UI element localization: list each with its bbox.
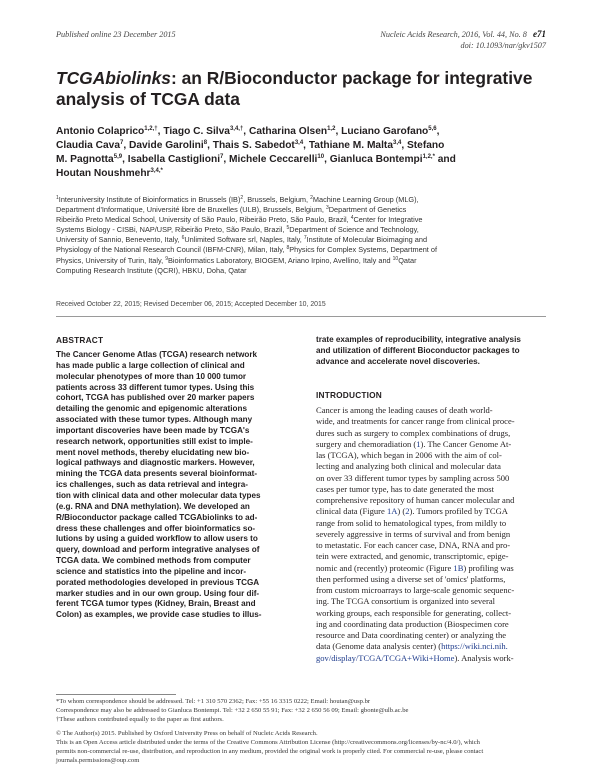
affiliation-number: 2 — [310, 195, 313, 201]
affiliation-text: Physiology of the National Research Council (IBFM-CNR), Milan, Italy, — [56, 245, 287, 255]
author-affiliation-marker: 3,4 — [294, 139, 304, 146]
author-affiliation-marker: 3,4 — [392, 139, 402, 146]
license-line: © The Author(s) 2015. Published by Oxford University Press on behalf of Nucleic Acids Research. — [56, 730, 318, 737]
abstract-line: associated with these tumor types. Although many — [56, 415, 253, 425]
author-name: , Tathiane M. Malta — [303, 139, 393, 151]
author-name: , Stefano — [401, 139, 445, 151]
abstract-line: mining the TCGA data presents several bioinformat- — [56, 469, 258, 479]
author-affiliation-marker: 1,2,† — [144, 126, 158, 132]
abstract-line: Colon) as examples, we provide case studies to illus- — [56, 610, 262, 620]
intro-text: las (TCGA), which began in 2006 with the aim of col- — [316, 450, 502, 460]
author-name: , Michele Ceccarelli — [223, 153, 318, 165]
affiliation-line — [56, 266, 548, 276]
intro-text: lecting and analyzing both clinical and molecular data — [316, 461, 501, 472]
affiliation-text: Unlimited Software srl, Naples, Italy, — [184, 235, 304, 245]
intro-line — [316, 450, 554, 461]
author-name: , Tiago C. Silva — [157, 126, 230, 137]
intro-text: nomic and (recently) proteomic (Figure — [316, 562, 454, 573]
author-affiliation-marker: 7 — [220, 153, 224, 160]
author-name: and — [434, 153, 456, 165]
title-package-name: TCGAbiolinks — [56, 68, 171, 88]
affiliation-number: 8 — [286, 245, 290, 252]
section-divider — [56, 316, 546, 317]
affiliation-number: 2 — [240, 195, 244, 201]
abstract-line: advance and accelerate novel discoveries. — [316, 356, 480, 366]
intro-line — [316, 585, 554, 596]
abstract-line: tion with clinical data and other molecular data types — [56, 490, 261, 500]
footnotes — [56, 697, 546, 724]
citation-link[interactable]: gov/display/TCGA/TCGA+Wiki+Home — [316, 652, 455, 663]
footnote-line: †These authors contributed equally to the paper as first authors. — [56, 716, 224, 724]
intro-text: ) ( — [397, 506, 406, 517]
intro-line — [316, 641, 554, 652]
affiliation-text: Machine Learning Group (MLG), — [312, 195, 419, 204]
affiliation-text: Bioinformatics Laboratory, BIOGEM, Ariano Irpino, Avellino, Italy and — [168, 255, 393, 265]
abstract-line: and utilization of different Bioconductor packages to — [316, 345, 520, 355]
author-line — [56, 167, 548, 181]
abstract-line: query, download and perform integrative analyses of — [56, 545, 260, 555]
affiliation-number: 9 — [165, 255, 169, 262]
author-name: , — [436, 126, 440, 137]
author-name: M. Pagnotta — [56, 153, 114, 165]
affiliation-text: Computing Research Institute (QCRI), HBKU, Doha, Qatar — [56, 265, 247, 275]
affiliation-text: Department of Genetics — [328, 205, 407, 215]
intro-line — [316, 416, 554, 427]
affiliation-text: Institute of Molecular Bioimaging and — [306, 235, 428, 245]
journal-citation: Nucleic Acids Research, 2016, Vol. 44, No. 8 — [380, 30, 527, 39]
intro-text: data (Genome data analysis center) ( — [316, 641, 442, 652]
intro-line — [316, 518, 554, 529]
intro-text: ing and coordinating data production (Biospecimen core — [316, 618, 509, 629]
intro-line — [316, 529, 554, 540]
author-name: , Gianluca Bontempi — [324, 153, 423, 165]
intro-text: ). Analysis work- — [454, 652, 514, 663]
author-affiliation-marker: 5,9 — [113, 153, 123, 160]
affiliation-line — [56, 235, 548, 245]
intro-line — [316, 495, 554, 506]
affiliations — [56, 195, 548, 276]
author-name: , Luciano Garofano — [335, 126, 429, 137]
author-line — [56, 125, 548, 139]
article-title — [56, 68, 556, 110]
author-affiliation-marker: 7 — [119, 139, 124, 146]
intro-line — [316, 551, 554, 562]
abstract-line: has made public a large collection of clinical and — [56, 360, 245, 370]
citation-link[interactable]: 1A — [386, 506, 398, 517]
author-affiliation-marker: 10 — [317, 153, 325, 160]
intro-text: to metastatic. For each cancer case, DNA, RNA and pro- — [316, 540, 511, 550]
abstract-line: marker studies and in our own group. Using four dif- — [56, 588, 260, 598]
author-name: Houtan Noushmehr — [56, 167, 151, 179]
affiliation-text: Ribeirão Preto Medical School, University of São Paulo, Ribeirão Preto, São Paulo, Brazil, — [56, 215, 351, 225]
author-affiliation-marker: 1,2,* — [422, 153, 435, 160]
abstract-line: The Cancer Genome Atlas (TCGA) research network — [56, 350, 258, 359]
page-number: e71 — [533, 29, 546, 39]
intro-text: working groups, each responsible for generating, collect- — [316, 607, 512, 618]
citation-link[interactable]: 1B — [453, 562, 464, 573]
affiliation-text: Department of Science and Technology, — [289, 225, 419, 235]
intro-text: ing. The TCGA consortium is organized into several — [316, 596, 495, 607]
abstract-line: ment novel methods, thereby elucidating new bio- — [56, 447, 250, 457]
affiliation-number: 3 — [325, 205, 329, 212]
abstract-line: dress these challenges and offer bioinformatics so- — [56, 523, 256, 533]
intro-text: resource and Data coordinating center) or analyzing the — [316, 630, 507, 640]
citation-link[interactable]: 1 — [416, 438, 421, 449]
author-affiliation-marker: 3,4,† — [229, 126, 244, 132]
license-line: journals.permissions@oup.com — [56, 756, 140, 764]
author-affiliation-marker: 1,2 — [327, 126, 336, 132]
affiliation-text: Physics, University of Turin, Italy, — [56, 255, 166, 265]
author-affiliation-marker: 5,6 — [428, 126, 437, 132]
affiliation-text: Department d'Informatique, Université libre de Bruxelles (ULB), Brussels, Belgium, — [56, 205, 326, 215]
intro-line — [316, 540, 554, 551]
abstract-line: detailing the genomic and epigenomic alterations — [56, 404, 247, 414]
intro-text: range from solid to hematological types, from mildly to — [316, 517, 507, 528]
abstract-line: trate examples of reproducibility, integrative analysis — [316, 335, 521, 344]
abstract-line: R/Bioconductor package called TCGAbiolinks to ad- — [56, 512, 258, 522]
introduction-text — [316, 405, 554, 664]
intro-text: wide, and treatments for cancer range from clinical proce- — [316, 416, 515, 427]
footnote-line: Correspondence may also be addressed to Gianluca Bontempi. Tel: +32 2 650 55 91; Fax: +32 2 650 56 09; Email: gbonte@ulb.ac.be — [56, 707, 409, 715]
author-name: , Davide Garolini — [123, 139, 204, 151]
abstract-line: patients across 33 different tumor types. Using this — [56, 382, 255, 392]
affiliation-line — [56, 225, 548, 235]
abstract-line: ferent TCGA tumor types (Kidney, Brain, Breast and — [56, 599, 256, 609]
author-line — [56, 153, 548, 167]
intro-line — [316, 653, 554, 664]
intro-text: Cancer is among the leading causes of death world- — [316, 405, 493, 415]
affiliation-number: 6 — [181, 235, 185, 242]
intro-line — [316, 405, 554, 416]
citation-link[interactable]: 2 — [405, 506, 410, 517]
affiliation-number: 1 — [56, 195, 59, 201]
affiliation-text: Physics for Complex Systems, Department of — [289, 245, 437, 255]
author-name: Antonio Colaprico — [56, 126, 145, 137]
intro-text: clinical data (Figure — [316, 506, 387, 517]
introduction-heading: INTRODUCTION — [316, 390, 383, 400]
intro-line — [316, 461, 554, 472]
author-name: , Isabella Castiglioni — [122, 153, 221, 165]
intro-text: severely aggressive in terms of survival and from benign — [316, 528, 511, 539]
abstract-line: ics challenges, such as data retrieval and integra- — [56, 480, 248, 490]
intro-text: dures such as surgery to complex combinations of drugs, — [316, 427, 511, 438]
abstract-heading: ABSTRACT — [56, 335, 104, 345]
affiliation-line — [56, 205, 548, 215]
affiliation-number: 10 — [392, 255, 399, 262]
intro-text: on over 33 different tumor types by sampling across 500 — [316, 472, 510, 483]
affiliation-text: , Brussels, Belgium, — [243, 195, 311, 204]
doi: doi: 10.1093/nar/gkv1507 — [460, 41, 546, 50]
affiliation-text: University of Sannio, Benevento, Italy, — [56, 235, 182, 245]
author-name: , Catharina Olsen — [243, 126, 328, 137]
intro-text: surgery and chemoradiation ( — [316, 438, 417, 449]
license-notice — [56, 730, 550, 766]
abstract-right — [316, 335, 552, 368]
abstract-line: research network, opportunities still exist to imple- — [56, 436, 253, 446]
published-date: Published online 23 December 2015 — [56, 30, 176, 39]
affiliation-number: 7 — [303, 235, 307, 242]
intro-line — [316, 439, 554, 450]
intro-line — [316, 574, 554, 585]
intro-line — [316, 428, 554, 439]
author-name: , Thais S. Sabedot — [207, 139, 295, 151]
abstract-line: important discoveries have been made by TCGA's — [56, 425, 250, 435]
intro-text: comprehensive repository of human cancer molecular and — [316, 495, 515, 505]
affiliation-line — [56, 256, 548, 266]
license-line: This is an Open Access article distributed under the terms of the Creative Commons Attribution License (http://creativecommons.org/licenses/by-nc/4.0/), which — [56, 738, 480, 746]
affiliation-number: 5 — [286, 225, 290, 232]
citation-link[interactable]: https://wiki.nci.nih. — [441, 641, 508, 652]
abstract-line: porated methodologies developed in previous TCGA — [56, 577, 260, 587]
abstract-line: molecular phenotypes of more than 10 000 tumor — [56, 371, 247, 381]
intro-line — [316, 630, 554, 641]
intro-line — [316, 596, 554, 607]
affiliation-line — [56, 245, 548, 255]
author-list — [56, 125, 548, 181]
affiliation-text: Qatar — [398, 255, 417, 265]
intro-text: ). The Cancer Genome At- — [420, 438, 512, 449]
footnote-line: *To whom correspondence should be addressed. Tel: +1 310 570 2362; Fax: +55 16 3315 0222; Email: houtan@usp.br — [56, 698, 371, 705]
affiliation-text: Interuniversity Institute of Bioinformatics in Brussels (IB) — [58, 195, 241, 204]
affiliation-text: Center for Integrative — [353, 215, 423, 225]
intro-text: tein were extracted, and genomic, transcriptomic, epige- — [316, 551, 509, 562]
footnote-divider — [56, 694, 176, 695]
intro-line — [316, 506, 554, 517]
intro-text: then performed using a diverse set of 'omics' platforms, — [316, 573, 506, 584]
author-affiliation-marker: 8 — [203, 139, 208, 146]
affiliation-text: Systems Biology - CISBi, NAP/USP, Ribeirão Preto, São Paulo, Brazil, — [56, 225, 287, 235]
abstract-line: (e.g. RNA and DNA methylation). We developed an — [56, 501, 250, 511]
author-name: Claudia Cava — [56, 139, 120, 151]
intro-text: ) profiling was — [463, 562, 514, 573]
author-line — [56, 139, 548, 153]
intro-text: from custom microarrays to large-scale genomic sequenc- — [316, 585, 515, 595]
abstract-line: lutions by using a guided workflow to allow users to — [56, 534, 258, 544]
intro-text: ). Tumors profiled by TCGA — [409, 506, 508, 517]
intro-line — [316, 484, 554, 495]
affiliation-number: 4 — [350, 215, 354, 222]
intro-line — [316, 608, 554, 619]
abstract-line: logical pathways and diagnostic markers. However, — [56, 458, 255, 468]
abstract-line: TCGA data. We combined methods from computer — [56, 556, 251, 566]
abstract-left — [56, 350, 294, 621]
intro-line — [316, 619, 554, 630]
title-rest: : an R/Bioconductor package for integrative analysis of TCGA data — [56, 68, 533, 109]
abstract-line: cohort, TCGA has published over 20 marker papers — [56, 393, 255, 403]
running-header — [380, 29, 546, 51]
abstract-line: science and statistics into the pipeline and incor- — [56, 566, 247, 576]
affiliation-line — [56, 215, 548, 225]
intro-text: cases per tumor type, has to date generated the most — [316, 483, 494, 494]
received-dates: Received October 22, 2015; Revised December 06, 2015; Accepted December 10, 2015 — [56, 301, 326, 308]
author-affiliation-marker: 3,4,* — [150, 167, 163, 174]
license-line: permits non-commercial re-use, distribution, and reproduction in any medium, provided the original work is properly cited. For commercial re-use, please contact — [56, 747, 484, 755]
intro-line — [316, 473, 554, 484]
intro-line — [316, 563, 554, 574]
affiliation-line — [56, 195, 548, 205]
